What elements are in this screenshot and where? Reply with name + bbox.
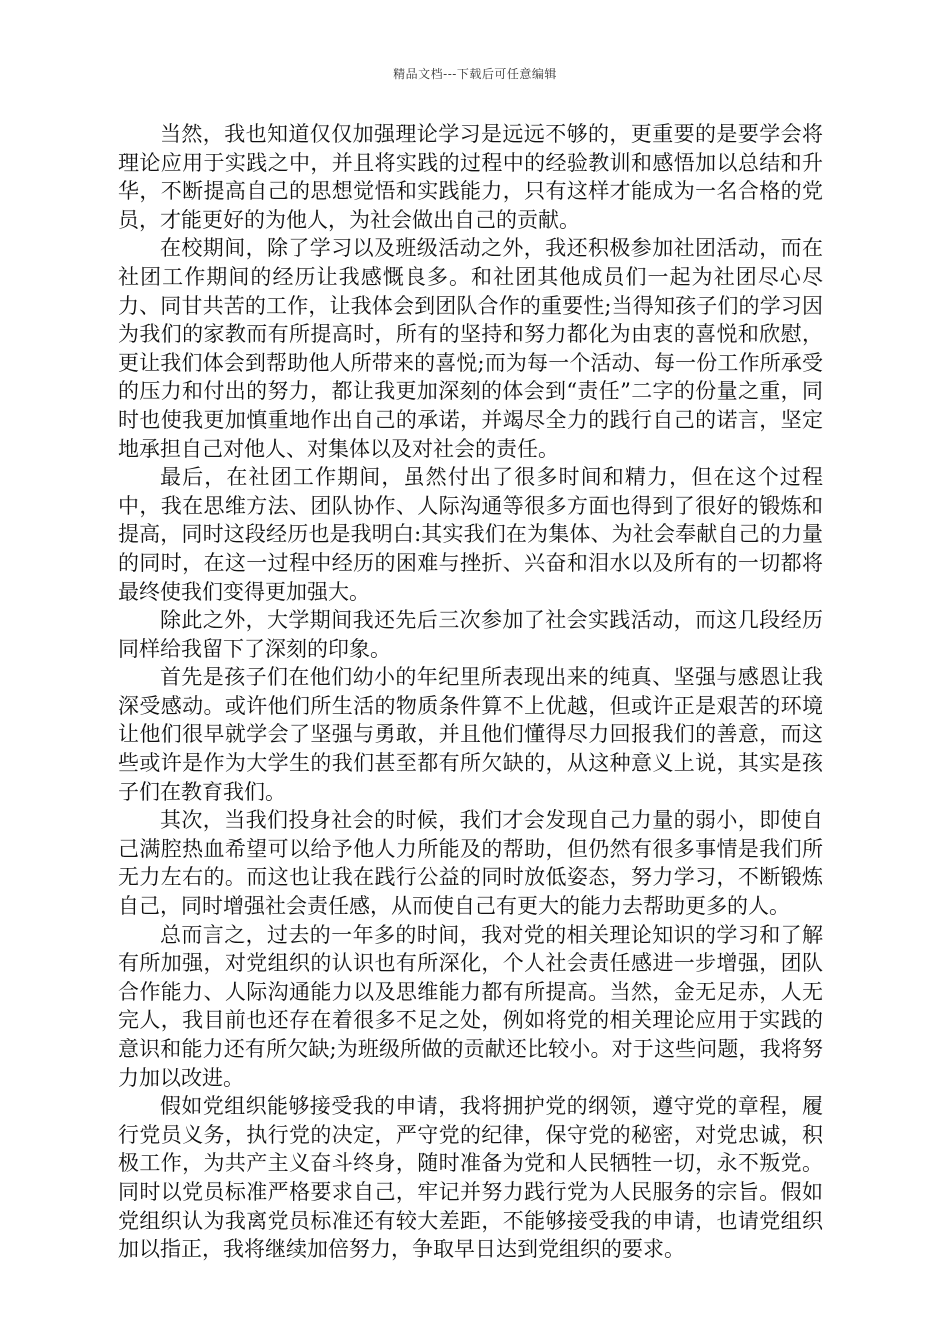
paragraph: 其次，当我们投身社会的时候，我们才会发现自己力量的弱小，即使自己满腔热血希望可以给予他人力所能及的帮助，但仍然有很多事情是我们所无力左右的。而这也让我在践行公益的同时放低姿态，努力学习，不断锻炼自己，同时增强社会责任感，从而使自己有更大的能力去帮助更多的人。 [118, 808, 823, 919]
paragraph: 总而言之，过去的一年多的时间，我对党的相关理论知识的学习和了解有所加强，对党组织的认识也有所深化，个人社会责任感进一步增强，团队合作能力、人际沟通能力以及思维能力都有所提高。当然，金无足赤，人无完人，我目前也还存在着很多不足之处，例如将党的相关理论应用于实践的意识和能力还有所欠缺;为班级所做的贡献还比较小。对于这些问题，我将努力加以改进。 [118, 922, 823, 1090]
paragraph: 除此之外，大学期间我还先后三次参加了社会实践活动，而这几段经历同样给我留下了深刻的印象。 [118, 608, 823, 661]
paragraph: 当然，我也知道仅仅加强理论学习是远远不够的，更重要的是要学会将理论应用于实践之中，并且将实践的过程中的经验教训和感悟加以总结和升华，不断提高自己的思想觉悟和实践能力，只有这样才能成为一名合格的党员，才能更好的为他人，为社会做出自己的贡献。 [118, 122, 823, 232]
paragraph: 最后，在社团工作期间，虽然付出了很多时间和精力，但在这个过程中，我在思维方法、团队协作、人际沟通等很多方面也得到了很好的锻炼和提高，同时这段经历也是我明白:其实我们在为集体、为社会奉献自己的力量的同时，在这一过程中经历的困难与挫折、兴奋和泪水以及所有的一切都将最终使我们变得更加强大。 [118, 465, 823, 604]
paragraph: 在校期间，除了学习以及班级活动之外，我还积极参加社团活动，而在社团工作期间的经历让我感慨良多。和社团其他成员们一起为社团尽心尽力、同甘共苦的工作，让我体会到团队合作的重要性;当得知孩子们的学习因为我们的家教而有所提高时，所有的坚持和努力都化为由衷的喜悦和欣慰，更让我们体会到帮助他人所带来的喜悦;而为每一个活动、每一份工作所承受的压力和付出的努力，都让我更加深刻的体会到“责任”二字的份量之重，同时也使我更加慎重地作出自己的承诺，并竭尽全力的践行自己的诺言，坚定地承担自己对他人、对集体以及对社会的责任。 [118, 236, 823, 461]
paragraph: 假如党组织能够接受我的申请，我将拥护党的纲领，遵守党的章程，履行党员义务，执行党的决定，严守党的纪律，保守党的秘密，对党忠诚，积极工作，为共产主义奋斗终身，随时准备为党和人民牺牲一切，永不叛党。同时以党员标准严格要求自己，牢记并努力践行党为人民服务的宗旨。假如党组织认为我离党员标准还有较大差距，不能够接受我的申请，也请党组织加以指正，我将继续加倍努力，争取早日达到党组织的要求。 [118, 1094, 823, 1262]
paragraph: 首先是孩子们在他们幼小的年纪里所表现出来的纯真、坚强与感恩让我深受感动。或许他们所生活的物质条件算不上优越，但或许正是艰苦的环境让他们很早就学会了坚强与勇敢，并且他们懂得尽力回报我们的善意，而这些或许是作为大学生的我们甚至都有所欠缺的，从这种意义上说，其实是孩子们在教育我们。 [118, 665, 823, 804]
document-body [118, 120, 823, 1264]
page-header: 精品文档---下载后可任意编辑 [393, 67, 557, 81]
